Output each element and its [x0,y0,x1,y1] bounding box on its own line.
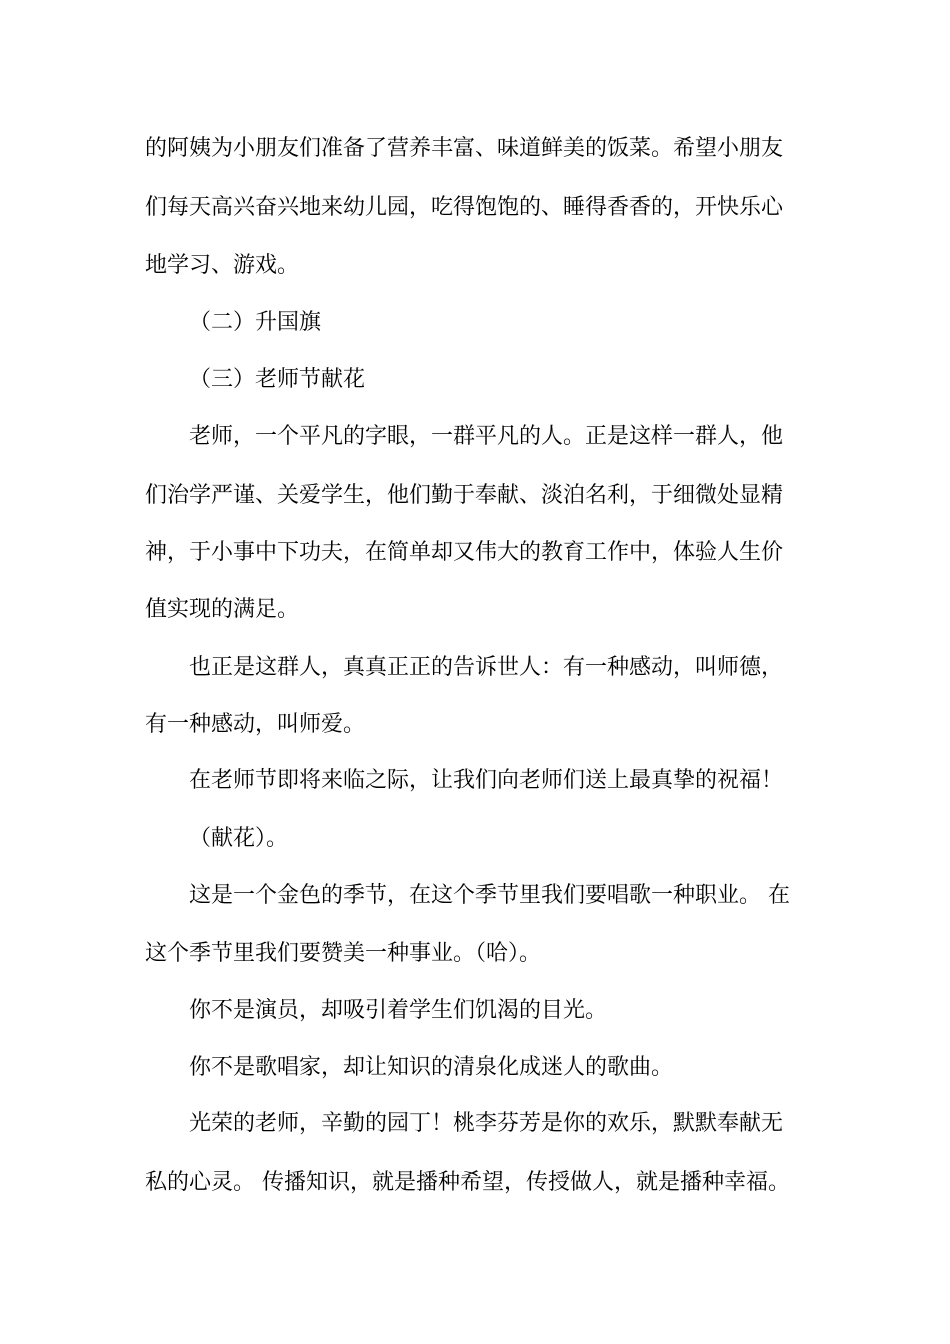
text-line: 你不是歌唱家，却让知识的清泉化成迷人的歌曲。 [189,1055,674,1080]
text-line: 们治学严谨、关爱学生，他们勤于奉献、淡泊名利，于细微处显精 [145,483,784,508]
text-line: 这是一个金色的季节，在这个季节里我们要唱歌一种职业。 在 [189,883,790,908]
text-line: 也正是这群人，真真正正的告诉世人：有一种感动，叫师德， [189,655,784,680]
text-line: 值实现的满足。 [145,597,300,622]
section-heading: （二）升国旗 [189,310,322,335]
text-line: 光荣的老师，辛勤的园丁！桃李芬芳是你的欢乐，默默奉献无 [189,1111,784,1136]
text-line: 老师，一个平凡的字眼，一群平凡的人。正是这样一群人，他 [189,424,784,449]
text-line: （献花）。 [189,826,289,851]
text-line: 你不是演员，却吸引着学生们饥渴的目光。 [189,998,608,1023]
section-heading: （三）老师节献花 [189,367,366,392]
text-line: 有一种感动，叫师爱。 [145,712,366,737]
text-line: 私的心灵。 传播知识，就是播种希望，传授做人，就是播种幸福。 [145,1170,790,1195]
text-line: 们每天高兴奋兴地来幼儿园，吃得饱饱的、睡得香香的，开快乐心 [145,195,784,220]
text-line: 神，于小事中下功夫，在简单却又伟大的教育工作中，体验人生价 [145,540,784,565]
text-line: 的阿姨为小朋友们准备了营养丰富、味道鲜美的饭菜。希望小朋友 [145,136,784,161]
text-line: 这个季节里我们要赞美一种事业。（哈）。 [145,941,542,966]
text-line: 地学习、游戏。 [145,253,300,278]
text-line: 在老师节即将来临之际，让我们向老师们送上最真挚的祝福！ [189,768,784,793]
